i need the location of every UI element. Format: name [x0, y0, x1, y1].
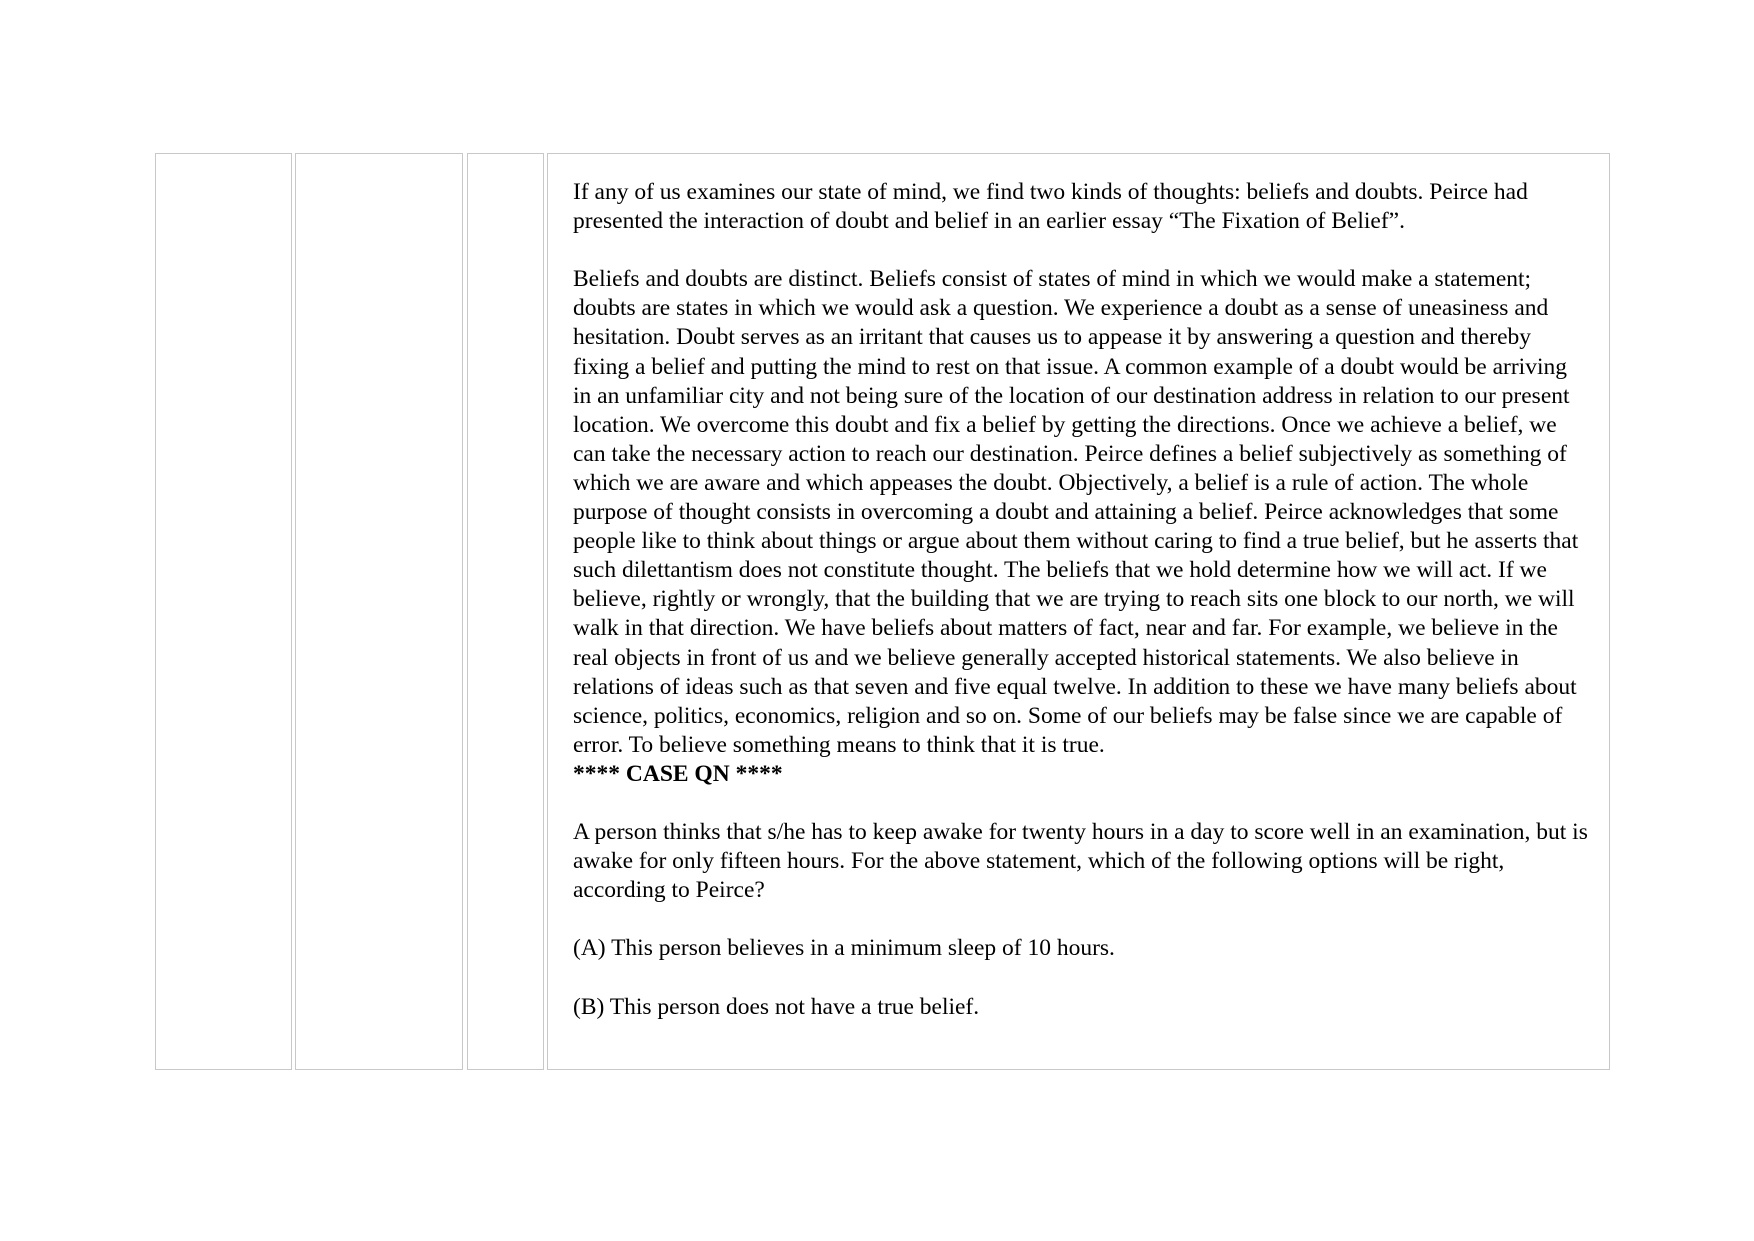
option-a: (A) This person believes in a minimum sleep of 10 hours. — [573, 935, 1115, 962]
intro-paragraph: If any of us examines our state of mind, we find two kinds of thoughts: beliefs and doubts. Peirce had presented the interaction of doubt and belief in an earlier essay “The Fixation of Belief”. — [573, 179, 1528, 235]
paragraph-gap — [573, 964, 1588, 993]
passage-cell — [547, 153, 1610, 1070]
case-marker-right: **** — [735, 760, 783, 787]
table-cell-3 — [467, 153, 544, 1070]
paragraph-gap — [573, 789, 1588, 818]
table-cell-1 — [155, 153, 292, 1070]
paragraph-gap — [573, 236, 1588, 265]
case-question-heading — [573, 760, 1588, 789]
paragraph-gap — [573, 905, 1588, 934]
table-cell-2 — [295, 153, 463, 1070]
question-text: A person thinks that s/he has to keep awake for twenty hours in a day to score well in an examination, but is awake for only fifteen hours. For the above statement, which of the following options will be right, according to Peirce? — [573, 819, 1588, 904]
passage-content — [573, 178, 1588, 1022]
case-label: CASE QN — [625, 760, 730, 787]
option-b: (B) This person does not have a true belief. — [573, 993, 980, 1020]
main-paragraph: Beliefs and doubts are distinct. Beliefs consist of states of mind in which we would make a statement; doubts are states in which we would ask a question. We experience a doubt as a sense of uneasiness and hesitation. Doubt serves as an irritant that causes us to appease it by answering a question and thereby fixing a belief and putting the mind to rest on that issue. A common example of a doubt would be arriving in an unfamiliar city and not being sure of the location of our destination address in relation to our present location. We overcome this doubt and fix a belief by getting the directions. Once we achieve a belief, we can take the necessary action to reach our destination. Peirce defines a belief subjectively as something of which we are aware and which appeases the doubt. Objectively, a belief is a rule of action. The whole purpose of thought consists in overcoming a doubt and attaining a belief. Peirce acknowledges that some people like to think about things or argue about them without caring to find a true belief, but he asserts that such dilettantism does not constitute thought. The beliefs that we hold determine how we will act. If we believe, rightly or wrongly, that the building that we are trying to reach sits one block to our north, we will walk in that direction. We have beliefs about matters of fact, near and far. For example, we believe in the real objects in front of us and we believe generally accepted historical statements. We also believe in relations of ideas such as that seven and five equal twelve. In addition to these we have many beliefs about science, politics, economics, religion and so on. Some of our beliefs may be false since we are capable of error. To believe something means to think that it is true. — [573, 266, 1579, 758]
case-marker-left: **** — [573, 760, 620, 787]
